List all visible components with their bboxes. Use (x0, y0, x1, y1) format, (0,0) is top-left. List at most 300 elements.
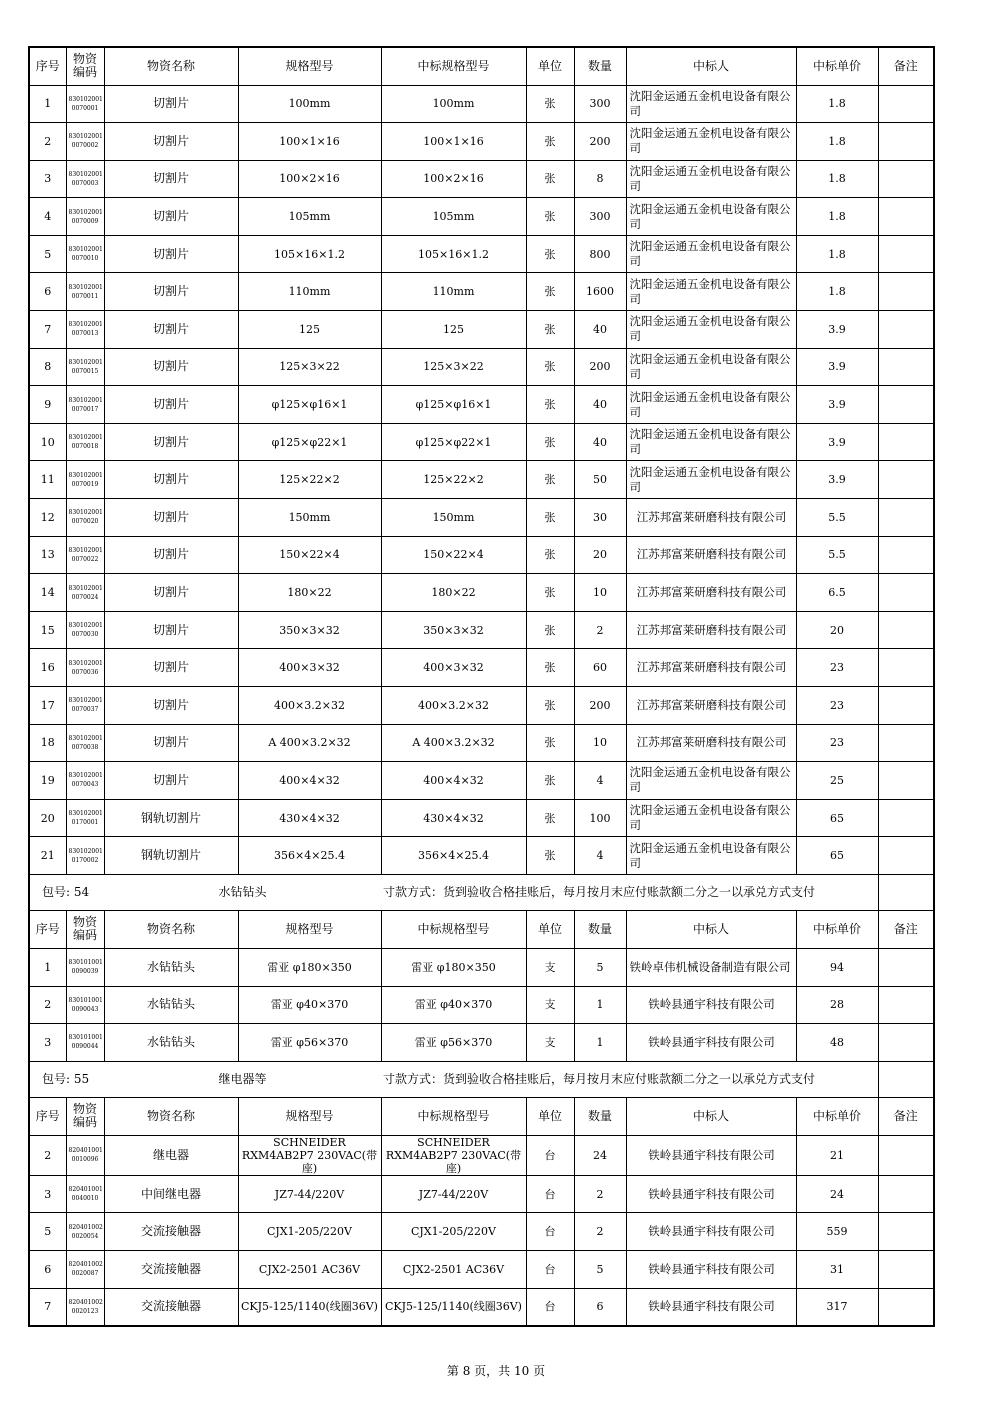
winner-cell: 沈阳金运通五金机电设备有限公司 (626, 837, 796, 875)
price-cell: 3.9 (796, 386, 878, 424)
unit-cell: 支 (526, 986, 574, 1024)
price-cell: 3.9 (796, 461, 878, 499)
spec-cell: φ125×φ22×1 (238, 423, 381, 461)
header-winner: 中标人 (626, 1097, 796, 1135)
table-row (29, 160, 934, 198)
table-row (29, 198, 934, 236)
winner-cell: 江苏邦富莱研磨科技有限公司 (626, 574, 796, 612)
bid-spec-cell: 400×3×32 (381, 649, 526, 687)
qty-cell: 40 (574, 386, 626, 424)
code-cell: 830102001 0070037 (66, 687, 104, 725)
qty-cell: 10 (574, 574, 626, 612)
code-cell: 830101001 0090039 (66, 948, 104, 986)
qty-cell: 24 (574, 1135, 626, 1175)
seq-cell: 5 (29, 235, 66, 273)
header-row (29, 910, 934, 948)
remark-cell (878, 198, 934, 236)
remark-cell (878, 311, 934, 349)
price-cell: 31 (796, 1250, 878, 1288)
spec-cell: 100×1×16 (238, 123, 381, 161)
spec-cell: 400×3.2×32 (238, 687, 381, 725)
unit-cell: 张 (526, 123, 574, 161)
unit-cell: 张 (526, 311, 574, 349)
winner-cell: 铁岭卓伟机械设备制造有限公司 (626, 948, 796, 986)
name-cell: 切割片 (104, 423, 238, 461)
price-cell: 23 (796, 687, 878, 725)
price-cell: 559 (796, 1213, 878, 1251)
header-spec: 规格型号 (238, 910, 381, 948)
package-remark (878, 874, 934, 910)
bid-spec-cell: 400×4×32 (381, 762, 526, 800)
seq-cell: 12 (29, 499, 66, 537)
price-cell: 317 (796, 1288, 878, 1326)
unit-cell: 台 (526, 1250, 574, 1288)
package-name: 继电器等 (104, 1061, 381, 1097)
bid-spec-cell: 350×3×32 (381, 611, 526, 649)
table-row (29, 986, 934, 1024)
page-footer: 第 8 页，共 10 页 (446, 1364, 546, 1378)
name-cell: 交流接触器 (104, 1213, 238, 1251)
remark-cell (878, 1135, 934, 1175)
price-cell: 3.9 (796, 311, 878, 349)
table-row (29, 687, 934, 725)
spec-cell: φ125×φ16×1 (238, 386, 381, 424)
qty-cell: 5 (574, 1250, 626, 1288)
qty-cell: 2 (574, 1175, 626, 1213)
header-row (29, 1097, 934, 1135)
price-cell: 1.8 (796, 273, 878, 311)
remark-cell (878, 123, 934, 161)
spec-cell: 150×22×4 (238, 536, 381, 574)
header-remark: 备注 (878, 910, 934, 948)
spec-cell: CJX2-2501 AC36V (238, 1250, 381, 1288)
bid-spec-cell: JZ7-44/220V (381, 1175, 526, 1213)
table-row (29, 762, 934, 800)
table-row (29, 799, 934, 837)
qty-cell: 40 (574, 423, 626, 461)
remark-cell (878, 85, 934, 123)
qty-cell: 2 (574, 611, 626, 649)
table-row (29, 536, 934, 574)
unit-cell: 台 (526, 1175, 574, 1213)
price-cell: 20 (796, 611, 878, 649)
winner-cell: 铁岭县通宇科技有限公司 (626, 1135, 796, 1175)
bid-spec-cell: CKJ5-125/1140(线圈36V) (381, 1288, 526, 1326)
name-cell: 切割片 (104, 762, 238, 800)
bid-spec-cell: 雷亚 φ40×370 (381, 986, 526, 1024)
seq-cell: 5 (29, 1213, 66, 1251)
price-cell: 1.8 (796, 160, 878, 198)
seq-cell: 15 (29, 611, 66, 649)
name-cell: 切割片 (104, 85, 238, 123)
code-cell: 820401001 0010096 (66, 1135, 104, 1175)
remark-cell (878, 611, 934, 649)
code-cell: 830102001 0070018 (66, 423, 104, 461)
header-bid-spec: 中标规格型号 (381, 47, 526, 85)
code-cell: 830101001 0090044 (66, 1024, 104, 1062)
qty-cell: 10 (574, 724, 626, 762)
code-cell: 830102001 0070017 (66, 386, 104, 424)
seq-cell: 20 (29, 799, 66, 837)
winner-cell: 沈阳金运通五金机电设备有限公司 (626, 198, 796, 236)
code-cell: 820401002 0020054 (66, 1213, 104, 1251)
code-cell: 830102001 0070015 (66, 348, 104, 386)
bid-spec-cell: 100×2×16 (381, 160, 526, 198)
qty-cell: 300 (574, 85, 626, 123)
code-cell: 830102001 0070001 (66, 85, 104, 123)
seq-cell: 7 (29, 311, 66, 349)
qty-cell: 800 (574, 235, 626, 273)
header-winner: 中标人 (626, 47, 796, 85)
spec-cell: 100×2×16 (238, 160, 381, 198)
header-qty: 数量 (574, 1097, 626, 1135)
name-cell: 水钻钻头 (104, 948, 238, 986)
price-cell: 1.8 (796, 235, 878, 273)
qty-cell: 1 (574, 986, 626, 1024)
seq-cell: 1 (29, 85, 66, 123)
header-name: 物资名称 (104, 1097, 238, 1135)
header-name: 物资名称 (104, 47, 238, 85)
winner-cell: 江苏邦富莱研磨科技有限公司 (626, 499, 796, 537)
spec-cell: 雷亚 φ56×370 (238, 1024, 381, 1062)
remark-cell (878, 160, 934, 198)
unit-cell: 张 (526, 499, 574, 537)
code-cell: 830102001 0070024 (66, 574, 104, 612)
spec-cell: 400×4×32 (238, 762, 381, 800)
unit-cell: 张 (526, 198, 574, 236)
bid-spec-cell: 150×22×4 (381, 536, 526, 574)
spec-cell: CKJ5-125/1140(线圈36V) (238, 1288, 381, 1326)
qty-cell: 20 (574, 536, 626, 574)
name-cell: 钢轨切割片 (104, 799, 238, 837)
table-row (29, 235, 934, 273)
bid-spec-cell: 125×22×2 (381, 461, 526, 499)
remark-cell (878, 837, 934, 875)
header-qty: 数量 (574, 47, 626, 85)
bid-spec-cell: 105×16×1.2 (381, 235, 526, 273)
table-row (29, 461, 934, 499)
remark-cell (878, 1288, 934, 1326)
table-row (29, 348, 934, 386)
remark-cell (878, 724, 934, 762)
table-row (29, 724, 934, 762)
remark-cell (878, 536, 934, 574)
qty-cell: 200 (574, 348, 626, 386)
price-cell: 5.5 (796, 536, 878, 574)
unit-cell: 台 (526, 1288, 574, 1326)
spec-cell: 105mm (238, 198, 381, 236)
name-cell: 切割片 (104, 611, 238, 649)
spec-cell: 400×3×32 (238, 649, 381, 687)
name-cell: 交流接触器 (104, 1250, 238, 1288)
name-cell: 钢轨切割片 (104, 837, 238, 875)
price-cell: 24 (796, 1175, 878, 1213)
bid-spec-cell: φ125×φ16×1 (381, 386, 526, 424)
table-row (29, 1135, 934, 1175)
spec-cell: CJX1-205/220V (238, 1213, 381, 1251)
unit-cell: 张 (526, 536, 574, 574)
unit-cell: 台 (526, 1213, 574, 1251)
code-cell: 830102001 0070011 (66, 273, 104, 311)
unit-cell: 张 (526, 762, 574, 800)
winner-cell: 江苏邦富莱研磨科技有限公司 (626, 649, 796, 687)
spec-cell: 180×22 (238, 574, 381, 612)
unit-cell: 张 (526, 837, 574, 875)
spec-cell: 150mm (238, 499, 381, 537)
winner-cell: 沈阳金运通五金机电设备有限公司 (626, 461, 796, 499)
remark-cell (878, 461, 934, 499)
table-row (29, 837, 934, 875)
procurement-sheet (28, 46, 933, 1327)
seq-cell: 2 (29, 123, 66, 161)
remark-cell (878, 348, 934, 386)
seq-cell: 21 (29, 837, 66, 875)
spec-cell: JZ7-44/220V (238, 1175, 381, 1213)
remark-cell (878, 948, 934, 986)
remark-cell (878, 649, 934, 687)
price-cell: 94 (796, 948, 878, 986)
code-cell: 830102001 0070043 (66, 762, 104, 800)
unit-cell: 张 (526, 687, 574, 725)
package-number: 包号: 54 (29, 874, 104, 910)
bid-spec-cell: CJX1-205/220V (381, 1213, 526, 1251)
bid-spec-cell: 110mm (381, 273, 526, 311)
seq-cell: 8 (29, 348, 66, 386)
winner-cell: 沈阳金运通五金机电设备有限公司 (626, 799, 796, 837)
winner-cell: 沈阳金运通五金机电设备有限公司 (626, 348, 796, 386)
bid-spec-cell: φ125×φ22×1 (381, 423, 526, 461)
payment-terms: 寸款方式：货到验收合格挂账后，每月按月末应付账款额二分之一以承兑方式支付 (381, 874, 878, 910)
qty-cell: 4 (574, 762, 626, 800)
winner-cell: 江苏邦富莱研磨科技有限公司 (626, 611, 796, 649)
unit-cell: 张 (526, 386, 574, 424)
unit-cell: 张 (526, 235, 574, 273)
seq-cell: 9 (29, 386, 66, 424)
spec-cell: 110mm (238, 273, 381, 311)
seq-cell: 10 (29, 423, 66, 461)
remark-cell (878, 499, 934, 537)
unit-cell: 张 (526, 160, 574, 198)
package-remark (878, 1061, 934, 1097)
code-cell: 830102001 0170001 (66, 799, 104, 837)
spec-cell: A 400×3.2×32 (238, 724, 381, 762)
bid-spec-cell: 430×4×32 (381, 799, 526, 837)
seq-cell: 6 (29, 1250, 66, 1288)
code-cell: 830102001 0070013 (66, 311, 104, 349)
seq-cell: 11 (29, 461, 66, 499)
winner-cell: 沈阳金运通五金机电设备有限公司 (626, 123, 796, 161)
bid-spec-cell: 125×3×22 (381, 348, 526, 386)
price-cell: 65 (796, 837, 878, 875)
header-remark: 备注 (878, 47, 934, 85)
header-spec: 规格型号 (238, 47, 381, 85)
price-cell: 6.5 (796, 574, 878, 612)
header-code: 物资编码 (66, 1097, 104, 1135)
price-cell: 5.5 (796, 499, 878, 537)
name-cell: 切割片 (104, 574, 238, 612)
unit-cell: 张 (526, 649, 574, 687)
name-cell: 切割片 (104, 235, 238, 273)
name-cell: 切割片 (104, 687, 238, 725)
code-cell: 830102001 0170002 (66, 837, 104, 875)
name-cell: 切割片 (104, 386, 238, 424)
code-cell: 830102001 0070020 (66, 499, 104, 537)
header-code: 物资编码 (66, 47, 104, 85)
header-winner: 中标人 (626, 910, 796, 948)
name-cell: 切割片 (104, 198, 238, 236)
bid-spec-cell: 100mm (381, 85, 526, 123)
header-seq: 序号 (29, 47, 66, 85)
table-row (29, 574, 934, 612)
code-cell: 830102001 0070038 (66, 724, 104, 762)
table-row (29, 85, 934, 123)
qty-cell: 100 (574, 799, 626, 837)
table-row (29, 1213, 934, 1251)
seq-cell: 3 (29, 160, 66, 198)
name-cell: 切割片 (104, 348, 238, 386)
winner-cell: 沈阳金运通五金机电设备有限公司 (626, 235, 796, 273)
table-row (29, 611, 934, 649)
code-cell: 830102001 0070036 (66, 649, 104, 687)
seq-cell: 2 (29, 1135, 66, 1175)
spec-cell: 105×16×1.2 (238, 235, 381, 273)
header-seq: 序号 (29, 1097, 66, 1135)
table-row (29, 499, 934, 537)
qty-cell: 6 (574, 1288, 626, 1326)
header-seq: 序号 (29, 910, 66, 948)
package-number: 包号: 55 (29, 1061, 104, 1097)
seq-cell: 2 (29, 986, 66, 1024)
unit-cell: 张 (526, 574, 574, 612)
winner-cell: 沈阳金运通五金机电设备有限公司 (626, 273, 796, 311)
spec-cell: 125×3×22 (238, 348, 381, 386)
seq-cell: 6 (29, 273, 66, 311)
bid-spec-cell: 105mm (381, 198, 526, 236)
header-price: 中标单价 (796, 910, 878, 948)
winner-cell: 江苏邦富莱研磨科技有限公司 (626, 687, 796, 725)
qty-cell: 60 (574, 649, 626, 687)
qty-cell: 200 (574, 687, 626, 725)
seq-cell: 14 (29, 574, 66, 612)
bid-spec-cell: 400×3.2×32 (381, 687, 526, 725)
qty-cell: 5 (574, 948, 626, 986)
remark-cell (878, 687, 934, 725)
header-unit: 单位 (526, 47, 574, 85)
unit-cell: 张 (526, 611, 574, 649)
code-cell: 830102001 0070019 (66, 461, 104, 499)
winner-cell: 沈阳金运通五金机电设备有限公司 (626, 160, 796, 198)
seq-cell: 7 (29, 1288, 66, 1326)
code-cell: 830102001 0070030 (66, 611, 104, 649)
bid-spec-cell: 125 (381, 311, 526, 349)
bid-spec-cell: 雷亚 φ180×350 (381, 948, 526, 986)
unit-cell: 张 (526, 461, 574, 499)
winner-cell: 江苏邦富莱研磨科技有限公司 (626, 536, 796, 574)
remark-cell (878, 762, 934, 800)
seq-cell: 3 (29, 1175, 66, 1213)
name-cell: 水钻钻头 (104, 1024, 238, 1062)
table-row (29, 386, 934, 424)
price-cell: 1.8 (796, 123, 878, 161)
code-cell: 830102001 0070003 (66, 160, 104, 198)
qty-cell: 1600 (574, 273, 626, 311)
payment-terms: 寸款方式：货到验收合格挂账后，每月按月末应付账款额二分之一以承兑方式支付 (381, 1061, 878, 1097)
bid-spec-cell: CJX2-2501 AC36V (381, 1250, 526, 1288)
name-cell: 继电器 (104, 1135, 238, 1175)
code-cell: 830102001 0070009 (66, 198, 104, 236)
header-remark: 备注 (878, 1097, 934, 1135)
seq-cell: 19 (29, 762, 66, 800)
seq-cell: 17 (29, 687, 66, 725)
price-cell: 3.9 (796, 423, 878, 461)
header-qty: 数量 (574, 910, 626, 948)
unit-cell: 张 (526, 85, 574, 123)
remark-cell (878, 273, 934, 311)
code-cell: 830102001 0070010 (66, 235, 104, 273)
spec-cell: SCHNEIDER RXM4AB2P7 230VAC(带座) (238, 1135, 381, 1175)
header-bid-spec: 中标规格型号 (381, 1097, 526, 1135)
bid-spec-cell: SCHNEIDER RXM4AB2P7 230VAC(带座) (381, 1135, 526, 1175)
header-unit: 单位 (526, 1097, 574, 1135)
spec-cell: 雷亚 φ180×350 (238, 948, 381, 986)
spec-cell: 125 (238, 311, 381, 349)
spec-cell: 430×4×32 (238, 799, 381, 837)
code-cell: 830102001 0070002 (66, 123, 104, 161)
name-cell: 切割片 (104, 536, 238, 574)
seq-cell: 3 (29, 1024, 66, 1062)
unit-cell: 张 (526, 724, 574, 762)
qty-cell: 40 (574, 311, 626, 349)
winner-cell: 铁岭县通宇科技有限公司 (626, 986, 796, 1024)
price-cell: 25 (796, 762, 878, 800)
remark-cell (878, 1024, 934, 1062)
name-cell: 切割片 (104, 724, 238, 762)
table-row (29, 423, 934, 461)
seq-cell: 16 (29, 649, 66, 687)
name-cell: 交流接触器 (104, 1288, 238, 1326)
unit-cell: 张 (526, 348, 574, 386)
remark-cell (878, 1213, 934, 1251)
header-bid-spec: 中标规格型号 (381, 910, 526, 948)
table-row (29, 948, 934, 986)
bid-spec-cell: 150mm (381, 499, 526, 537)
qty-cell: 200 (574, 123, 626, 161)
header-code: 物资编码 (66, 910, 104, 948)
bid-spec-cell: 100×1×16 (381, 123, 526, 161)
name-cell: 水钻钻头 (104, 986, 238, 1024)
header-name: 物资名称 (104, 910, 238, 948)
bid-spec-cell: 356×4×25.4 (381, 837, 526, 875)
table-row (29, 123, 934, 161)
seq-cell: 1 (29, 948, 66, 986)
table-row (29, 1250, 934, 1288)
qty-cell: 8 (574, 160, 626, 198)
table-row (29, 1288, 934, 1326)
name-cell: 中间继电器 (104, 1175, 238, 1213)
seq-cell: 18 (29, 724, 66, 762)
price-cell: 1.8 (796, 198, 878, 236)
qty-cell: 1 (574, 1024, 626, 1062)
package-row (29, 874, 934, 910)
table-row (29, 311, 934, 349)
price-cell: 23 (796, 724, 878, 762)
spec-cell: 356×4×25.4 (238, 837, 381, 875)
spec-cell: 100mm (238, 85, 381, 123)
table-row (29, 1024, 934, 1062)
remark-cell (878, 1175, 934, 1213)
price-cell: 65 (796, 799, 878, 837)
bid-spec-cell: A 400×3.2×32 (381, 724, 526, 762)
